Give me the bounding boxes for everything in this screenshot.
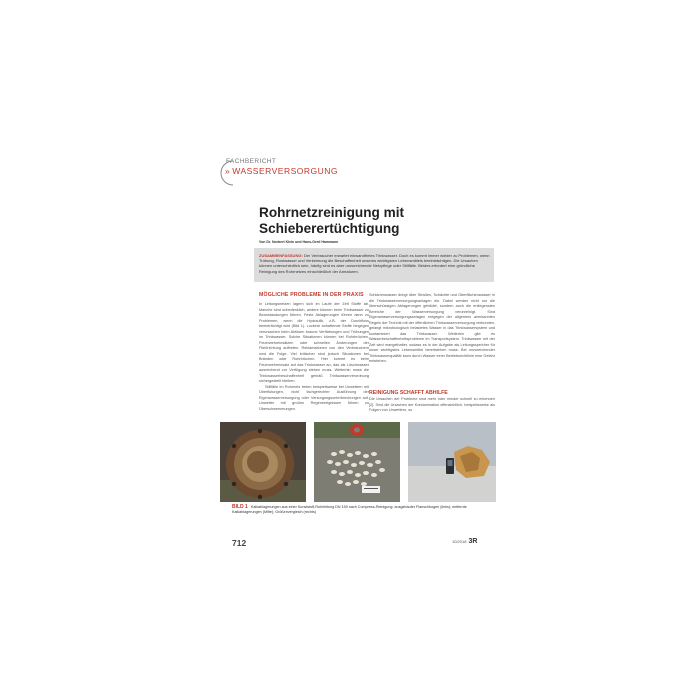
deposits-illustration [314,422,400,502]
section-header [207,158,347,188]
photo-size-comparison [408,422,496,502]
figure-caption-text: Kalkablagerungen aus einer Kunststoff-Rohrleitung DN 150 nach Compress-Reinigung: ausgebauter Flanschbogen (links); entfernte Kalkablagerungen (Mitte); Größenvergleich (rechts) [232,505,467,514]
header-section-label: WASSERVERSORGUNG [232,166,339,176]
flange-illustration [220,422,306,502]
figure-photos [220,422,496,502]
paragraph: Schlammwasser dringt über Straßen, Schächte und Oberflächenwasser in die Trinkwasserversorgungsanlagen ein. Dabei werden nicht nur die überschüssigen Ablagerungen gebildet, sondern auch die entlegensten Bereiche der Wasserversorgung verunreinigt. Sind Eigenwasserversorgungsanlagen entgegen der allgemein anerkannten Regeln der Technik mit der öffentlichen Trinkwasserversorgung verbunden, gelangt mikrobiologisch belastetes Wasser in das Trinkwassersystem und kontaminiert das Trinkwasser. Weiterhin gibt es Wasserbeschaffenheitsprobleme im Transportsystem. Trinkwasser mit der Zeit wird mangelhafter, sodass es in der Aufgabe als Leitungsspeicher für unser wichtigstes Lebensmittel bereitstehen muss. Bei unzureichender Trinkwasserqualität kann durch Wasser einer Betriebsrichtlinie eine Gefahr entstehen. [369,293,495,363]
section-heading-cleaning: REINIGUNG SCHAFFT ABHILFE [369,390,448,396]
issue-info [452,538,477,545]
article-title: Rohrnetzreinigung mit Schieberertüchtigung [259,205,404,236]
paragraph: Stillfälle im Rohrnetz treten beispielsweise bei Unwettern mit Überflutungen, nicht fachgerechter Ausführung der Eigenwasserversorgung oder Versorgungsunterbrechungen auf. Unwetter mit großen Regenereignissen führen zu Überschwemmungen. [259,384,369,411]
chevron-right-icon: » [225,166,231,176]
paragraph: Die Ursachen der Probleme sind mehr oder minder schnell zu erkennen [2]. Sind die Ursachen der Kontamination offensichtlich, beispielsweise als Folgen von Unwettern, so [369,397,495,412]
header-section [225,166,338,176]
article-authors: Von Dr. Norbert Klein und Hans-Gerd Hammann [259,240,339,244]
figure-label: BILD 1 [232,504,248,510]
issue-number: 10/2018 [452,539,467,544]
column-right [369,293,495,387]
photo-flange-bend [220,422,306,502]
column-left [259,292,369,414]
abstract-box [254,248,494,282]
paragraph: In Leitungsnetzen lagern sich im Laufe der Zeit Stoffe ab. Manche sind unbedenklich, andere können beim Trinkwasser zu Beanstandungen führen. Feste Ablagerungen führen dann zu Problemen, wenn die Hydraulik, z.B. der Durchfluss beeinträchtigt wird (Bild 1). Lockere anhaftende Stoffe hingegen verursachen beim Ablösen braune Verfärbungen und Trübungen im Trinkwasser. Solche Situationen können bei Rohrbrüchen, Feuerwehreinsätzen oder schnellen Änderungen der Fließrichtung auftreten. Reklamationen von den Verbrauchern sind die Folge. Viel kritischer sind jedoch Situationen bei Bränden oder Rohrbrüchen. Hier kommt es beim Feuerwehreinsatz auf das Trinkwasser an, das als Löschwasser ausreichend zur Verfügung stehen muss. Weiterhin muss die Trinkwasserbeschaffenheit gemäß Trinkwasserverordnung sichergestellt bleiben. [259,302,369,383]
column-right-lower [369,397,495,417]
page-number: 712 [232,538,247,548]
photo-deposits [314,422,400,502]
brand-logo: 3R [468,538,478,545]
abstract-lead: ZUSAMMENFASSUNG: [259,253,303,258]
figure-caption [232,505,494,515]
size-comparison-illustration [408,422,496,502]
section-heading-problems: MÖGLICHE PROBLEME IN DER PRAXIS [259,292,364,298]
header-category: FACHBERICHT [226,158,277,165]
abstract-text: Der Verbraucher erwartet einwandfreies Trinkwasser. Doch es kommt immer wieder zu Problemen, wenn Trübung, Rostwasser und Verkeimung die Beschaffenheit unseres wichtigsten Lebensmittels beeinträchtigen. Die Ursachen können unterschiedlich sein, häufig sind es aber unzureichende Netzpflege oder Stillfälle. Beides erfordert eine gründliche Reinigung des Rohrnetzes einschließlich der Armaturen. [259,253,490,274]
